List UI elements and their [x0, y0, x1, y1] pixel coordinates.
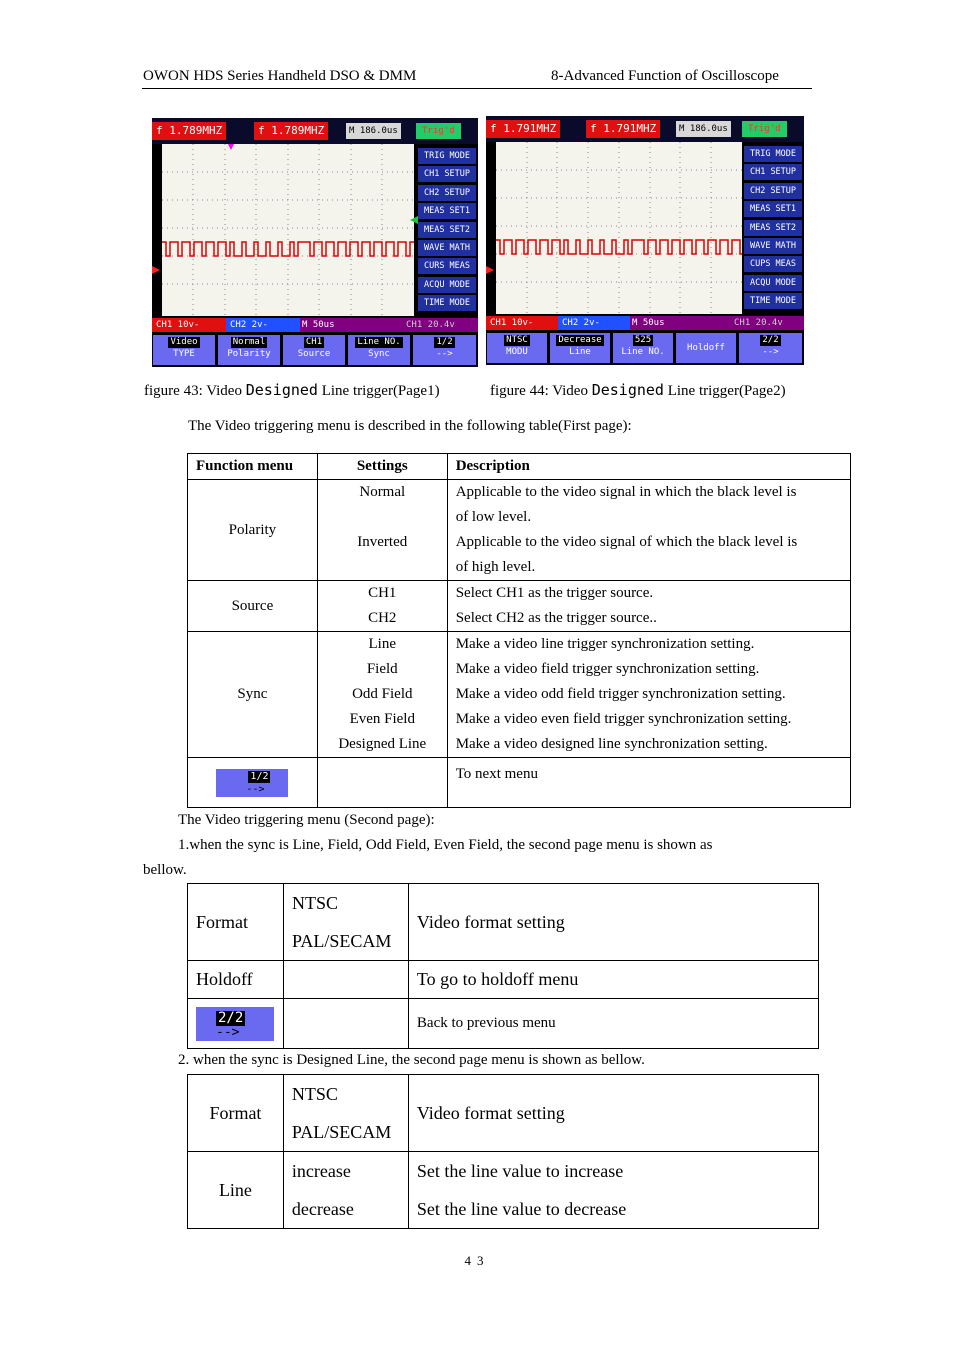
softkey-bar — [486, 331, 804, 365]
function-line: Line — [188, 1152, 284, 1229]
softkey-ntsc-modu[interactable]: NTSC MODU — [487, 333, 547, 363]
waveform-svg — [496, 142, 742, 314]
settings-format: NTSC PAL/SECAM — [283, 1075, 408, 1152]
description-line: Set the line value to increase Set the line value to decrease — [408, 1152, 818, 1229]
intro-second-page: The Video triggering menu (Second page): — [178, 812, 435, 828]
scope-status-bar — [486, 316, 804, 330]
status-ch2: CH2 2v- — [558, 316, 630, 330]
table-row-holdoff — [188, 961, 819, 999]
table-row-back — [188, 999, 819, 1049]
description-back: Back to previous menu — [408, 999, 818, 1049]
status-trigger: CH1 20.4v — [406, 320, 455, 330]
first-page-menu-table — [187, 453, 851, 808]
second-page-table-designed-line — [187, 1074, 819, 1229]
settings-line: increase decrease — [283, 1152, 408, 1229]
table-row-format — [188, 884, 819, 961]
menu-curs-meas[interactable]: CURS MEAS — [418, 258, 476, 274]
table-row-source — [188, 581, 851, 632]
softkey-holdoff[interactable]: Holdoff — [676, 333, 736, 363]
status-ch2: CH2 2v- — [226, 318, 300, 332]
ch1-frequency: f 1.789MHZ — [152, 122, 226, 140]
softkey-video-type[interactable]: Video TYPE — [153, 335, 215, 365]
softkey-decrease-line[interactable]: Decrease Line — [550, 333, 610, 363]
table-row-polarity — [188, 480, 851, 581]
status-ch1: CH1 10v- — [486, 316, 558, 330]
softkey-source[interactable]: CH1 Source — [283, 335, 345, 365]
page-number: 43 — [464, 1253, 490, 1268]
scope-top-bar — [486, 116, 804, 142]
settings-format: NTSC PAL/SECAM — [283, 884, 408, 961]
description-source: Select CH1 as the trigger source. Select CH2 as the trigger source.. — [447, 581, 850, 632]
side-menu — [744, 146, 802, 312]
oscilloscope-screen-page2 — [486, 116, 804, 365]
trigger-status: Trig'd — [416, 123, 461, 139]
menu-time-mode[interactable]: TIME MODE — [744, 293, 802, 309]
function-polarity: Polarity — [188, 480, 318, 581]
menu-ch1-setup[interactable]: CH1 SETUP — [418, 166, 476, 182]
ch1-marker-icon — [486, 266, 496, 276]
table-row-line — [188, 1152, 819, 1229]
table-row-sync — [188, 632, 851, 758]
menu-meas-set2[interactable]: MEAS SET2 — [418, 222, 476, 238]
header-settings: Settings — [317, 454, 447, 480]
description-polarity: Applicable to the video signal in which the black level is of low level. Applicable to the video signal of which the black level is of high level. — [447, 480, 850, 581]
description-sync: Make a video line trigger synchronization setting. Make a video field trigger synchronization setting. Make a video odd field trigger synchronization setting. Make a video even field trigger synchronization setting. Make a video designed line synchronization setting. — [447, 632, 850, 758]
description-holdoff: To go to holdoff menu — [408, 961, 818, 999]
side-menu — [418, 148, 476, 314]
menu-acqu-mode[interactable]: ACQU MODE — [744, 275, 802, 291]
softkey-prev-page[interactable]: 2/2 --> — [739, 333, 802, 363]
menu-acqu-mode[interactable]: ACQU MODE — [418, 277, 476, 293]
oscilloscope-screen-page1 — [152, 118, 478, 367]
menu-wave-math[interactable]: WAVE MATH — [418, 240, 476, 256]
header-rule — [142, 88, 812, 89]
menu-time-mode[interactable]: TIME MODE — [418, 295, 476, 311]
status-timebase: M 50us — [632, 318, 665, 328]
running-header-right: 8-Advanced Function of Oscilloscope — [551, 68, 779, 84]
status-ch1: CH1 10v- — [152, 318, 226, 332]
intro-sync-case2: 2. when the sync is Designed Line, the second page menu is shown as bellow. — [178, 1052, 645, 1068]
function-sync: Sync — [188, 632, 318, 758]
function-format: Format — [188, 1075, 284, 1152]
menu-meas-set1[interactable]: MEAS SET1 — [418, 203, 476, 219]
header-description: Description — [447, 454, 850, 480]
settings-sync: Line Field Odd Field Even Field Designed Line — [317, 632, 447, 758]
waveform-svg — [162, 144, 414, 316]
menu-meas-set2[interactable]: MEAS SET2 — [744, 220, 802, 236]
table-row-next — [188, 758, 851, 808]
ch2-frequency: f 1.789MHZ — [254, 122, 328, 140]
back-icon-cell — [188, 999, 284, 1049]
softkey-sync[interactable]: Line NO. Sync — [348, 335, 410, 365]
ch2-frequency: f 1.791MHZ — [586, 120, 660, 138]
scope-status-bar — [152, 318, 478, 332]
menu-wave-math[interactable]: WAVE MATH — [744, 238, 802, 254]
running-header-left: OWON HDS Series Handheld DSO & DMM — [143, 68, 417, 84]
header-function-menu: Function menu — [188, 454, 318, 480]
status-trigger: CH1 20.4v — [734, 318, 783, 328]
scope-top-bar — [152, 118, 478, 144]
menu-ch2-setup[interactable]: CH2 SETUP — [418, 185, 476, 201]
menu-trig-mode[interactable]: TRIG MODE — [744, 146, 802, 162]
waveform-grid — [496, 142, 742, 314]
next-page-icon: 1/2 --> — [216, 769, 288, 797]
table-row-format — [188, 1075, 819, 1152]
description-format: Video format setting — [408, 1075, 818, 1152]
timebase-readout: M 186.0us — [346, 123, 401, 139]
function-holdoff: Holdoff — [188, 961, 284, 999]
menu-ch1-setup[interactable]: CH1 SETUP — [744, 164, 802, 180]
second-page-table-sync-normal — [187, 883, 819, 1049]
intro-first-page: The Video triggering menu is described in the following table(First page): — [188, 418, 632, 434]
prev-page-icon: 2/2 --> — [196, 1007, 274, 1041]
function-source: Source — [188, 581, 318, 632]
menu-cups-meas[interactable]: CUPS MEAS — [744, 256, 802, 272]
intro-sync-case1-line2: bellow. — [143, 862, 187, 878]
menu-ch2-setup[interactable]: CH2 SETUP — [744, 183, 802, 199]
table-header-row — [188, 454, 851, 480]
description-format: Video format setting — [408, 884, 818, 961]
intro-sync-case1-line1: 1.when the sync is Line, Field, Odd Field, Even Field, the second page menu is shown as — [178, 837, 713, 853]
menu-trig-mode[interactable]: TRIG MODE — [418, 148, 476, 164]
waveform-grid — [162, 144, 414, 316]
ch1-marker-icon — [152, 266, 162, 276]
description-next: To next menu — [447, 758, 850, 808]
softkey-polarity[interactable]: Normal Polarity — [218, 335, 280, 365]
trigger-status: Trig'd — [742, 121, 787, 137]
settings-source: CH1 CH2 — [317, 581, 447, 632]
timebase-readout: M 186.0us — [676, 121, 731, 137]
softkey-bar — [152, 333, 478, 367]
settings-polarity: Normal Inverted — [317, 480, 447, 581]
status-timebase: M 50us — [302, 320, 335, 330]
function-format: Format — [188, 884, 284, 961]
menu-meas-set1[interactable]: MEAS SET1 — [744, 201, 802, 217]
figure-43-caption: figure 43: Video Designed Line trigger(Page1) — [144, 381, 440, 399]
next-menu-icon-cell — [188, 758, 318, 808]
softkey-next-page[interactable]: 1/2 --> — [413, 335, 476, 365]
ch1-frequency: f 1.791MHZ — [486, 120, 560, 138]
figure-44-caption: figure 44: Video Designed Line trigger(Page2) — [490, 381, 786, 399]
softkey-line-number[interactable]: 525 Line NO. — [613, 333, 673, 363]
